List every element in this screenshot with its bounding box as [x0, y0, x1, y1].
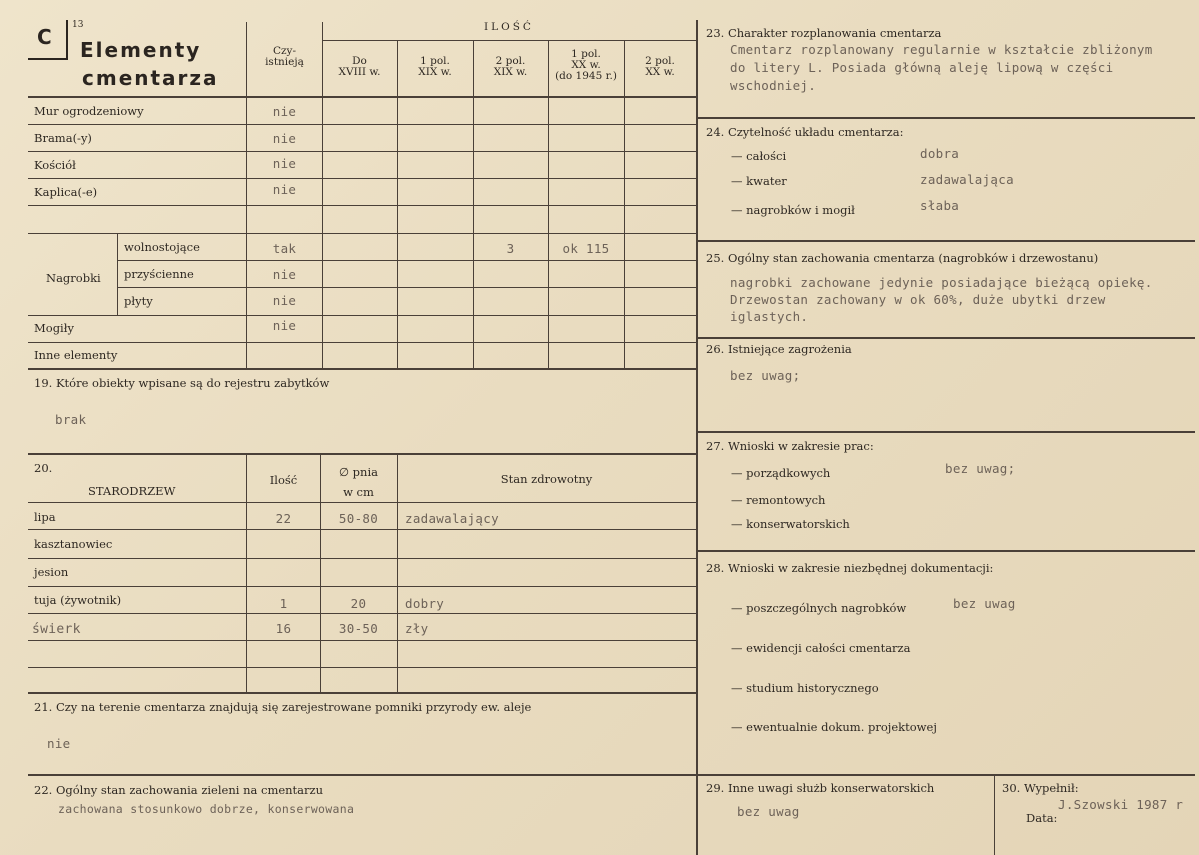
period-header: 1 pol. XX w. (do 1945 r.): [555, 48, 617, 82]
tree-condition: zły: [405, 621, 429, 636]
row-label: Mogiły: [34, 321, 74, 335]
section-rule: [28, 453, 696, 455]
item-label: — nagrobków i mogił: [731, 203, 855, 217]
question-19: 19. Które obiekty wpisane są do rejestru zabytków: [34, 376, 330, 390]
col-rule: [994, 776, 995, 855]
tree-name: kasztanowiec: [34, 537, 113, 551]
item-label: — ewentualnie dokum. projektowej: [731, 720, 937, 734]
tree-diameter: 30-50: [338, 621, 379, 636]
col-rule: [473, 40, 474, 368]
col-rule: [397, 455, 398, 692]
row-label: Kościół: [34, 158, 76, 172]
starodrzew-header: STARODRZEW: [88, 484, 176, 498]
exists-value: nie: [272, 293, 297, 308]
col-rule: [117, 233, 118, 315]
tree-count: 16: [275, 621, 292, 636]
section-rule: [28, 368, 696, 370]
question-25: 25. Ogólny stan zachowania cmentarza (nagrobków i drzewostanu): [706, 251, 1099, 265]
row-rule: [28, 124, 696, 125]
row-rule: [28, 613, 696, 614]
tree-count: 1: [279, 596, 288, 611]
count-value: ok 115: [562, 241, 610, 256]
tree-diameter: 50-80: [338, 511, 379, 526]
answer-23-line: do litery L. Posiada główną aleję lipową w części: [730, 60, 1114, 75]
section-rule: [28, 692, 696, 694]
item-label: — ewidencji całości cmentarza: [731, 641, 911, 655]
exists-value: nie: [272, 182, 297, 197]
col-rule: [397, 40, 398, 368]
row-label: płyty: [124, 294, 153, 308]
col-rule: [548, 40, 549, 368]
section-rule: [698, 774, 1195, 776]
question-27: 27. Wnioski w zakresie prac:: [706, 439, 874, 453]
tree-diameter: 20: [350, 596, 367, 611]
count-value: 3: [506, 241, 515, 256]
tree-name: tuja (żywotnik): [34, 593, 122, 607]
row-rule: [28, 529, 696, 530]
section-rule: [698, 337, 1195, 339]
date-label: Data:: [1026, 811, 1058, 825]
item-value: bez uwag;: [945, 461, 1016, 476]
answer-26: bez uwag;: [730, 368, 801, 383]
item-value: bez uwag: [953, 596, 1016, 611]
section-rule: [698, 431, 1195, 433]
exists-value: nie: [272, 318, 297, 333]
row-rule: [28, 586, 696, 587]
section-title-line1: Elementy: [80, 38, 202, 62]
row-rule: [28, 178, 696, 179]
answer-19: brak: [55, 412, 87, 427]
question-22: 22. Ogólny stan zachowania zieleni na cmentarzu: [34, 783, 323, 797]
ilosc-rule: [322, 40, 696, 41]
section-rule: [28, 774, 696, 776]
row-rule: [28, 667, 696, 668]
stan-col-header: Stan zdrowotny: [500, 472, 593, 486]
answer-25-line: iglastych.: [730, 309, 809, 324]
exists-header: Czy- istnieją: [265, 45, 304, 68]
question-30: 30. Wypełnił:: [1002, 781, 1079, 795]
row-rule: [28, 640, 696, 641]
col-rule: [624, 40, 625, 368]
section-rule: [698, 550, 1195, 552]
exists-value: tak: [272, 241, 297, 256]
question-28: 28. Wnioski w zakresie niezbędnej dokumentacji:: [706, 561, 994, 575]
row-rule: [28, 205, 696, 206]
period-header: 2 pol. XIX w.: [493, 55, 528, 78]
row-label: Mur ogrodzeniowy: [34, 104, 144, 118]
ilosc-col-header: Ilość: [269, 473, 298, 487]
question-21: 21. Czy na terenie cmentarza znajdują się zarejestrowane pomniki przyrody ew. aleje: [34, 700, 532, 714]
card-number: 13: [72, 20, 84, 30]
answer-23-line: wschodniej.: [730, 78, 817, 93]
item-label: — studium historycznego: [731, 681, 879, 695]
item-label: — poszczególnych nagrobków: [731, 601, 907, 615]
item-label: — konserwatorskich: [731, 517, 850, 531]
item-value: słaba: [920, 198, 960, 213]
section-rule: [698, 240, 1195, 242]
section-code: C: [37, 25, 54, 49]
item-label: — kwater: [731, 174, 787, 188]
item-value: dobra: [920, 146, 960, 161]
row-rule: [28, 315, 696, 316]
col-rule: [246, 455, 247, 692]
item-label: — całości: [731, 149, 787, 163]
item-label: — porządkowych: [731, 466, 831, 480]
question-26: 26. Istniejące zagrożenia: [706, 342, 852, 356]
section-rule: [698, 117, 1195, 119]
exists-value: nie: [272, 267, 297, 282]
answer-25-line: Drzewostan zachowany w ok 60%, duże ubytki drzew: [730, 292, 1106, 307]
nagrobki-label: Nagrobki: [46, 271, 101, 285]
row-label: Brama(-y): [34, 131, 92, 145]
item-value: zadawalająca: [920, 172, 1014, 187]
row-label: przyścienne: [124, 267, 194, 281]
row-label: Kaplica(-e): [34, 185, 98, 199]
tree-name: lipa: [34, 510, 56, 524]
row-rule: [117, 287, 696, 288]
question-20-num: 20.: [34, 461, 53, 475]
tree-condition: zadawalający: [405, 511, 499, 526]
filled-by-value: J.Szowski 1987 r: [1058, 797, 1184, 812]
center-divider: [696, 20, 698, 855]
period-header: 1 pol. XIX w.: [418, 55, 452, 78]
question-23: 23. Charakter rozplanowania cmentarza: [706, 26, 942, 40]
question-24: 24. Czytelność układu cmentarza:: [706, 125, 904, 139]
row-label: wolnostojące: [124, 240, 200, 254]
question-29: 29. Inne uwagi służb konserwatorskich: [706, 781, 935, 795]
item-label: — remontowych: [731, 493, 826, 507]
pnia-col-header: ∅ pnia w cm: [339, 465, 378, 499]
answer-21: nie: [47, 736, 71, 751]
tree-condition: dobry: [405, 596, 445, 611]
section-title-line2: cmentarza: [82, 66, 219, 90]
exists-value: nie: [272, 156, 297, 171]
row-rule: [28, 558, 696, 559]
exists-value: nie: [272, 104, 297, 119]
tree-name: jesion: [34, 565, 69, 579]
tree-count: 22: [275, 511, 292, 526]
answer-23-line: Cmentarz rozplanowany regularnie w kształcie zbliżonym: [730, 42, 1153, 57]
answer-22: zachowana stosunkowo dobrze, konserwowana: [58, 802, 355, 816]
row-rule: [28, 151, 696, 152]
period-header: 2 pol. XX w.: [645, 55, 675, 78]
row-rule: [28, 233, 696, 234]
exists-value: nie: [272, 131, 297, 146]
header-bottom-rule: [28, 96, 696, 98]
answer-25-line: nagrobki zachowane jedynie posiadające bieżącą opiekę.: [730, 275, 1153, 290]
row-label: Inne elementy: [34, 348, 118, 362]
tree-name: świerk: [32, 622, 81, 637]
row-rule: [28, 502, 696, 503]
answer-29: bez uwag: [737, 804, 800, 819]
row-rule: [28, 342, 696, 343]
period-header: Do XVIII w.: [338, 55, 381, 78]
ilosc-header: ILOŚĆ: [484, 21, 534, 33]
row-rule: [117, 260, 696, 261]
